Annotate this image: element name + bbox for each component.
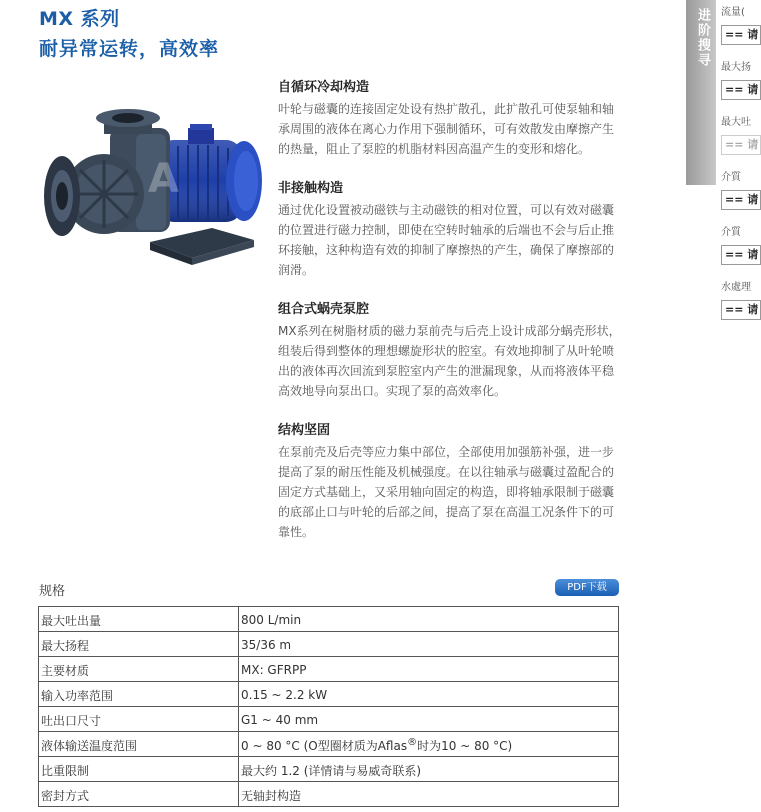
- table-row: [39, 607, 619, 632]
- filter-select-medium-2[interactable]: == 请: [721, 245, 761, 265]
- spec-label: 规格: [39, 584, 66, 599]
- feature-item: [278, 78, 622, 159]
- filter-label-outlet: 最大吐: [721, 117, 751, 128]
- filter-select-medium-1[interactable]: == 请: [721, 190, 761, 210]
- advanced-search-tab[interactable]: [686, 0, 716, 185]
- spec-value: 无轴封构造: [239, 782, 619, 807]
- table-row: [39, 707, 619, 732]
- filter-label-medium-2: 介質: [721, 227, 741, 238]
- filter-select-head[interactable]: == 请: [721, 80, 761, 100]
- spec-key: 密封方式: [39, 782, 239, 807]
- spec-key: 比重限制: [39, 757, 239, 782]
- tagline: 耐异常运转，高效率: [39, 38, 220, 60]
- spec-header: [39, 578, 619, 600]
- feature-item: [278, 300, 622, 401]
- spec-value: 35/36 m: [239, 632, 619, 657]
- table-row: [39, 632, 619, 657]
- spec-value: 0.15 ~ 2.2 kW: [239, 682, 619, 707]
- pdf-download-button[interactable]: PDF下载: [555, 579, 619, 596]
- spec-value-part: 0 ~ 80 °C (O型圈材质为Aflas: [241, 738, 408, 753]
- filter-select-outlet[interactable]: == 请: [721, 135, 761, 155]
- series-title: MX 系列: [39, 8, 120, 30]
- spec-key: 主要材质: [39, 657, 239, 682]
- spec-key: 输入功率范围: [39, 682, 239, 707]
- feature-item: [278, 179, 622, 280]
- filter-label-head: 最大扬: [721, 62, 751, 73]
- table-row: [39, 682, 619, 707]
- feature-body: 叶轮与磁囊的连接固定处设有热扩散孔，此扩散孔可使泵轴和轴承周围的液体在离心力作用下强制循环，可有效散发由摩擦产生的热量，阻止了泵腔的机脂材料因高温产生的变形和熔化。: [278, 102, 615, 156]
- filter-select-flow[interactable]: == 请: [721, 25, 761, 45]
- filter-label-water: 水處理: [721, 282, 751, 293]
- spec-value-part: 时为10 ~ 80 °C): [417, 738, 513, 753]
- spec-key: 最大扬程: [39, 632, 239, 657]
- feature-item: [278, 421, 622, 542]
- feature-title: 组合式蜗壳泵腔: [278, 302, 370, 317]
- spec-value: G1 ~ 40 mm: [239, 707, 619, 732]
- filter-select-water[interactable]: == 请: [721, 300, 761, 320]
- filter-label-medium-1: 介質: [721, 172, 741, 183]
- advanced-search-label: 进阶搜寻: [695, 8, 710, 68]
- spec-key: 最大吐出量: [39, 607, 239, 632]
- spec-key: 液体输送温度范围: [39, 732, 239, 757]
- spec-table: [38, 606, 619, 807]
- pump-image: [40, 100, 276, 270]
- spec-value: 最大约 1.2 (详情请与易威奇联系): [239, 757, 619, 782]
- spec-value: MX: GFRPP: [239, 657, 619, 682]
- spec-key: 吐出口尺寸: [39, 707, 239, 732]
- feature-body: MX系列在树脂材质的磁力泵前壳与后壳上设计成部分蜗壳形状，组装后得到整体的理想螺旋形状的腔室。有效地抑制了从叶轮喷出的液体再次回流到泵腔室内产生的泄漏现象，从而将液体平稳高效地导向泵出口。实现了泵的高效率化。: [278, 324, 621, 398]
- feature-title: 结构坚固: [278, 423, 331, 438]
- spec-value: 800 L/min: [239, 607, 619, 632]
- table-row: [39, 757, 619, 782]
- feature-body: 通过优化设置被动磁铁与主动磁铁的相对位置，可以有效对磁囊的位置进行磁力控制，即使在空转时轴承的后端也不会与后止推环接触，这种构造有效的抑制了摩擦热的产生，确保了摩擦部的润滑。: [278, 203, 615, 277]
- feature-list: [278, 78, 622, 562]
- table-row: [39, 657, 619, 682]
- feature-title: 自循环冷却构造: [278, 80, 370, 95]
- table-row: [39, 782, 619, 807]
- table-row: [39, 732, 619, 757]
- spec-value: [239, 732, 619, 757]
- feature-title: 非接触构造: [278, 181, 344, 196]
- registered-mark: ®: [407, 736, 418, 748]
- filter-label-flow: 流量(: [721, 7, 745, 18]
- feature-body: 在泵前壳及后壳等应力集中部位，全部使用加强筋补强，进一步提高了泵的耐压性能及机械强度。在以往轴承与磁囊过盈配合的固定方式基础上，又采用轴向固定的构造，即将轴承限制于磁囊的底部止口与叶轮的后部之间，提高了泵在高温工况条件下的可靠性。: [278, 445, 615, 539]
- svg-text:A: A: [148, 156, 179, 202]
